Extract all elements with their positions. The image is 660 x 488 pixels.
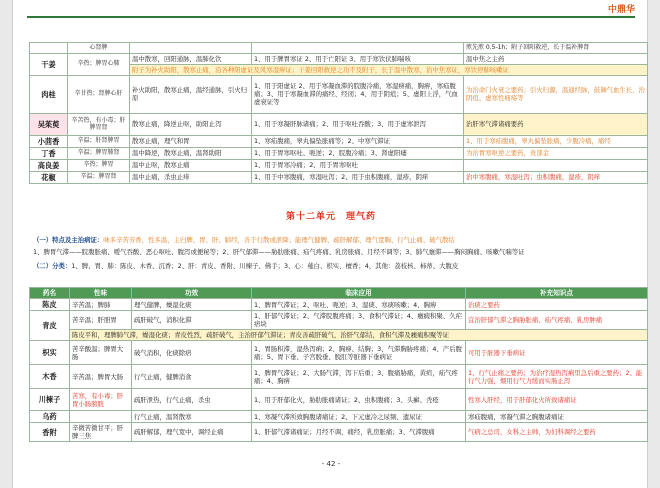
- effect-cell: 补火助阳，散寒止痛，温经通脉，引火归原: [130, 75, 252, 113]
- note-cell: 性寒入肝经，用于肝郁化火所致诸痛证: [466, 389, 648, 411]
- section-characteristics: [33, 236, 645, 245]
- unit-title: 第十二单元 理气药: [285, 212, 376, 222]
- use-cell: 1、用于寒凝肝脉诸痛；2、用于呕吐吞酸；3、用于虚寒泄泻: [252, 113, 464, 135]
- note-cell: 宜治肝郁气滞之胸胁胀痛、疝气疼痛、乳房肿痛: [466, 311, 648, 330]
- note-cell: 1、用于寒疝腹痛，睾丸偏坠胀痛，少腹冷痛，痛经: [464, 135, 648, 147]
- use-cell: 1、肝郁气滞诸痛证；月经不调，痛经，乳房胀痛；3、气滞腹痛: [252, 423, 466, 442]
- note-cell: 为治命门火衰之要药；引火归源，温通经脉，鼓舞气血生长，治阴疽、虚寒性痈疡等: [464, 75, 648, 113]
- nature-cell: 辛热；脾胃心肺: [68, 53, 130, 75]
- note-cell: 1、行气止痛之要药；为治疗湿热泻痢里急后重之要药；2、能行气力强，煨用行气力缓而实肠止泻: [466, 365, 648, 389]
- use-cell: 1、用于脾胃寒证 2、用于亡阳证 3、用于寒饮伏肺喘咳: [252, 53, 464, 64]
- comparison-note: 附子为补火助阳，散寒止痛，沿各种阳虚证及风寒湿痹证；干姜回阳救逆之功不及附子，长于温中散寒，治中焦寒证，寒饮停肺咳嗽证: [130, 64, 648, 75]
- table-row: [30, 330, 648, 341]
- table-row: [30, 113, 648, 135]
- column-header: 功效: [132, 288, 252, 299]
- nature-cell: 辛苦温；脾肺: [70, 299, 132, 311]
- nature-cell: 辛热；脾胃: [68, 159, 130, 171]
- effect-cell: 温中止痛，杀虫止痒: [130, 171, 252, 183]
- use-cell: 1、肝郁气滞证；2、气滞脘腹疼痛；3、食积气滞证；4、癥瘕积聚、久疟痞块: [252, 311, 466, 330]
- section-heading: （一）特点及主治病证：: [33, 236, 104, 244]
- table-row: [30, 311, 648, 330]
- use-cell: 1、用于胃寒冷痛；2、用于胃寒呕吐: [252, 159, 464, 171]
- section-text: 1、脾、胃、肺：陈皮、木香、沉香；2、肝：青皮、香附、川楝子、佛手；3、心：薤白、枳实、檀香；4、其他：荔枝核、柿蒂、大腹皮: [71, 262, 459, 270]
- effect-cell: 破气消积，化痰除痞: [132, 341, 252, 365]
- use-cell: 1、用于中寒腹痛，寒湿吐泻；2、用于虫积腹痛，湿疹，阴痒: [252, 171, 464, 183]
- herb-name: 青皮: [30, 311, 70, 341]
- nature-cell: 心肾脾: [68, 43, 130, 54]
- section-text: 1、脾胃气滞——脘腹胀痛、嗳气吞酸、恶心呕吐、腹泻或便秘等；2、肝气郁滞——胁肋胀痛、疝气疼痛、乳房胀痛、月经不调等；3、肺气壅滞——胸闷胸痛、咳嗽气喘等证: [33, 248, 525, 256]
- herb-name: 香附: [30, 423, 70, 442]
- note-cell: 治中寒腹痛，寒湿吐泻；虫积腹痛，湿疹，阴痒: [464, 171, 648, 183]
- effect-cell: 温中散寒，回阳通脉，温肺化饮: [130, 53, 252, 64]
- qi-herb-table: [29, 287, 648, 442]
- table-row: [30, 159, 648, 171]
- table-row: [30, 135, 648, 147]
- section-indications: [33, 248, 645, 257]
- use-cell: 1、脾胃气滞证；2、大肠气滞，泻下后重；3、腹痛胁痛，黄疸，疝气疼痛；4、胸痹: [252, 365, 466, 389]
- table-row: [30, 299, 648, 311]
- use-cell: 1、寒凝气滞所致胸腹诸痛证；2、下元虚冷之尿频、遗尿证: [252, 411, 466, 423]
- note-cell: 温中焦之主药: [464, 53, 648, 64]
- note-cell: [464, 159, 648, 171]
- use-cell: 1、胃肠积滞，湿热泻痢；2、胸痹、结胸；3、气滞胸胁疼痛；4、产后腹痛；5、胃下垂、子宫脱垂、脱肛等脏器下垂病证: [252, 341, 466, 365]
- column-header: 补充知识点: [466, 288, 648, 299]
- table-row: [30, 75, 648, 113]
- note-cell: 治痰之要药: [466, 299, 648, 311]
- nature-cell: 苦辛温；肝胆胃: [70, 311, 132, 330]
- herb-name: 丁香: [30, 147, 68, 159]
- column-header: 临床应用: [252, 288, 466, 299]
- effect-cell: 温中止呕，散寒止痛: [130, 159, 252, 171]
- table-row: [30, 423, 648, 442]
- comparison-note: 陈皮平和，理脾肺气滞，燥湿化痰；青皮性烈，疏肝破气，主治肝郁气滞证；青皮善疏肝破气，治肝气郁结，食积气滞及癥瘕积聚等证: [70, 330, 648, 341]
- table-row: [30, 341, 648, 365]
- section-classification: [33, 262, 645, 271]
- effect-cell: 温中降逆，散寒止痛，温肾助阳: [130, 147, 252, 159]
- note-cell: 为治胃寒呕逆之要药，贵部金: [464, 147, 648, 159]
- effect-cell: 疏肝破气，消积化滞: [132, 311, 252, 330]
- herb-name: 木香: [30, 365, 70, 389]
- document-page: [12, 0, 648, 488]
- herb-name: 乌药: [30, 411, 70, 423]
- effect-cell: 散寒止痛，降逆止呕，助阳止泻: [130, 113, 252, 135]
- use-cell: 1、寒疝腹痛，睾丸偏坠胀痛等；2、中寒气滞证: [252, 135, 464, 147]
- use-cell: 1、用于肝郁化火，胁肋胀痛诸证；2、虫积腹痛；3、头癣、秃疮: [252, 389, 466, 411]
- herb-name: 肉桂: [30, 75, 68, 113]
- nature-cell: 苦辛酸温；脾胃大肠: [70, 341, 132, 365]
- nature-cell: [70, 411, 132, 423]
- use-cell: 1、脾胃气滞证；2、呕吐、呃逆；3、湿痰、寒痰咳嗽；4、胸痹: [252, 299, 466, 311]
- nature-cell: 辛苦温；脾胃大肠: [70, 365, 132, 389]
- header-rule: [27, 16, 635, 18]
- effect-cell: 散寒止痛，理气和胃: [130, 135, 252, 147]
- herb-name: 川楝子: [30, 389, 70, 411]
- table-header-row: [30, 288, 648, 299]
- nature-cell: 辛温；肝肾脾胃: [68, 135, 130, 147]
- effect-cell: 行气止痛，温肾散寒: [132, 411, 252, 423]
- use-cell: 1、用于阳虚证 2、用于寒凝血滞的脘腹冷痛，寒湿痹痛，胸痹，寒疝腹痛；3、用于寒凝血滞的痛经、经闭；4、用于阴疽；5、虚阳上浮，气血虚衰证等: [252, 75, 464, 113]
- table-row: [30, 171, 648, 183]
- brand-logo: 中鼎华: [607, 5, 635, 15]
- note-cell: 气病之总司，女科之主帅，为妇科调经之要药: [466, 423, 648, 442]
- herb-name: 枳实: [30, 341, 70, 365]
- herb-name: 干姜: [30, 53, 68, 75]
- note-cell: 可用于脏器下垂病证: [466, 341, 648, 365]
- herb-name: 吴茱萸: [30, 113, 68, 135]
- herb-name: 小茴香: [30, 135, 68, 147]
- table-row: [30, 43, 648, 54]
- section-text: 味多辛苦芳香，性多温，主归脾、胃、肝、肺经，善于行散或泄降；能理气健脾、疏肝解郁、理气宽胸、行气止痛、破气散结: [103, 236, 455, 244]
- nature-cell: 辛甘热；肾脾心肝: [68, 75, 130, 113]
- nature-cell: 辛温；脾胃肺肾: [68, 147, 130, 159]
- section-heading: （二）分类：: [33, 262, 72, 270]
- herb-name: 花椒: [30, 171, 68, 183]
- nature-cell: 辛微苦微甘平；肝脾三焦: [70, 423, 132, 442]
- nature-cell: 辛温；脾胃肾: [68, 171, 130, 183]
- nature-cell: 苦寒，有小毒；肝胃小肠膀胱: [70, 389, 132, 411]
- page-number: - 42 -: [321, 460, 341, 468]
- herb-name: 陈皮: [30, 299, 70, 311]
- effect-cell: 行气止痛，健脾消食: [132, 365, 252, 389]
- table-row: [30, 389, 648, 411]
- note-cell: 煎先煎 0.5-1h；附子回阳救逆，长于温补脾肾: [464, 43, 648, 54]
- note-cell: 寒疝腹痛，寒凝气滞之胸腹诸痛证: [466, 411, 648, 423]
- use-cell: 1、用于胃寒呕吐、呃逆；2、脘腹冷痛；3、肾虚阳痿: [252, 147, 464, 159]
- herb-name: 高良姜: [30, 159, 68, 171]
- nature-cell: 辛苦热，有小毒；肝脾胃肾: [68, 113, 130, 135]
- table-row: [30, 411, 648, 423]
- effect-cell: 疏肝解郁，理气宽中，调经止痛: [132, 423, 252, 442]
- table-row: [30, 365, 648, 389]
- table-row: [30, 53, 648, 64]
- upper-herb-table: [29, 42, 648, 184]
- effect-cell: 疏肝泄热，行气止痛，杀虫: [132, 389, 252, 411]
- note-cell: 治肝寒气滞诸痛要药: [464, 113, 648, 135]
- column-header: 药名: [30, 288, 70, 299]
- table-row: [30, 147, 648, 159]
- column-header: 性味: [70, 288, 132, 299]
- effect-cell: 理气健脾，燥湿化痰: [132, 299, 252, 311]
